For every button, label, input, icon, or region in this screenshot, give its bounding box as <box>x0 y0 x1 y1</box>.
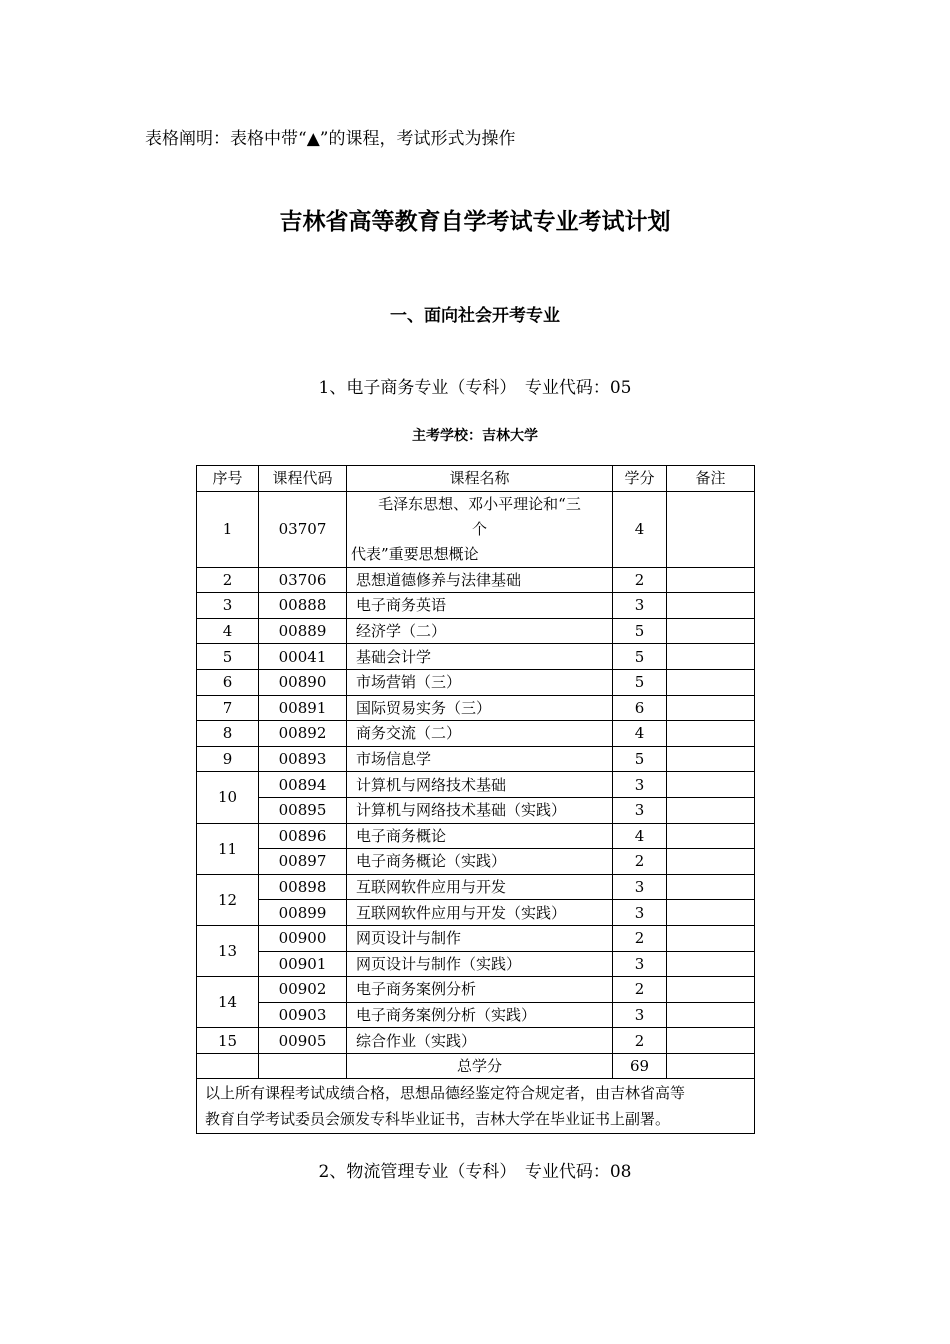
remark-cell <box>667 951 755 977</box>
table-row <box>197 772 755 798</box>
name-cell: 国际贸易实务（三） <box>347 695 613 721</box>
name-cell: 市场信息学 <box>347 746 613 772</box>
remark-cell <box>667 618 755 644</box>
code-cell: 00889 <box>259 618 347 644</box>
table-row <box>197 849 755 875</box>
seq-cell: 15 <box>197 1028 259 1054</box>
graduation-note-line: 以上所有课程考试成绩合格，思想品德经鉴定符合规定者，由吉林省高等 <box>205 1084 686 1103</box>
major-heading-logistics: 2、物流管理专业（专科） 专业代码：08 <box>318 1162 632 1182</box>
name-cell: 网页设计与制作 <box>347 925 613 951</box>
remark-cell <box>667 567 755 593</box>
credit-cell: 4 <box>613 823 667 849</box>
seq-cell: 5 <box>197 644 259 670</box>
code-cell <box>259 1053 347 1079</box>
table-header-row <box>197 466 755 492</box>
seq-cell: 13 <box>197 925 259 976</box>
credit-cell: 3 <box>613 900 667 926</box>
remark-cell <box>667 491 755 567</box>
credit-cell: 2 <box>613 925 667 951</box>
seq-cell: 14 <box>197 977 259 1028</box>
name-cell: 电子商务概论 <box>347 823 613 849</box>
code-cell: 00890 <box>259 669 347 695</box>
table-row <box>197 1028 755 1054</box>
credit-cell: 2 <box>613 567 667 593</box>
seq-cell: 8 <box>197 721 259 747</box>
graduation-note-line: 教育自学考试委员会颁发专科毕业证书，吉林大学在毕业证书上副署。 <box>205 1110 671 1129</box>
seq-cell: 7 <box>197 695 259 721</box>
seq-cell: 9 <box>197 746 259 772</box>
remark-cell <box>667 925 755 951</box>
graduation-note <box>197 1079 755 1134</box>
table-row <box>197 721 755 747</box>
code-cell: 00900 <box>259 925 347 951</box>
code-cell: 00896 <box>259 823 347 849</box>
name-cell: 电子商务英语 <box>347 593 613 619</box>
table-row <box>197 1002 755 1028</box>
table-row <box>197 823 755 849</box>
page-title: 吉林省高等教育自学考试专业考试计划 <box>279 209 671 235</box>
name-cell: 市场营销（三） <box>347 669 613 695</box>
table-row <box>197 669 755 695</box>
name-cell: 计算机与网络技术基础（实践） <box>347 797 613 823</box>
header-seq: 序号 <box>197 466 259 492</box>
table-row <box>197 746 755 772</box>
name-cell: 综合作业（实践） <box>347 1028 613 1054</box>
table-row <box>197 695 755 721</box>
header-code: 课程代码 <box>259 466 347 492</box>
table-row <box>197 874 755 900</box>
remark-cell <box>667 874 755 900</box>
name-cell: 电子商务案例分析（实践） <box>347 1002 613 1028</box>
credit-cell: 2 <box>613 849 667 875</box>
credit-cell: 3 <box>613 1002 667 1028</box>
name-cell: 计算机与网络技术基础 <box>347 772 613 798</box>
remark-cell <box>667 977 755 1003</box>
credit-cell: 3 <box>613 772 667 798</box>
seq-cell: 3 <box>197 593 259 619</box>
credit-cell: 3 <box>613 874 667 900</box>
credit-cell: 4 <box>613 491 667 567</box>
seq-cell: 1 <box>197 491 259 567</box>
credit-cell: 5 <box>613 669 667 695</box>
name-cell: 互联网软件应用与开发 <box>347 874 613 900</box>
seq-cell: 12 <box>197 874 259 925</box>
total-row <box>197 1053 755 1079</box>
remark-cell <box>667 695 755 721</box>
major-heading-ecommerce: 1、电子商务专业（专科） 专业代码：05 <box>318 378 632 398</box>
credit-cell: 2 <box>613 977 667 1003</box>
code-cell: 00891 <box>259 695 347 721</box>
credit-cell: 4 <box>613 721 667 747</box>
table-row <box>197 491 755 567</box>
name-line: 代表”重要思想概论 <box>351 544 479 563</box>
seq-cell: 2 <box>197 567 259 593</box>
table-note: 表格阐明：表格中带“▲”的课程，考试形式为操作 <box>145 129 516 149</box>
code-cell: 00888 <box>259 593 347 619</box>
header-name: 课程名称 <box>347 466 613 492</box>
name-cell: 基础会计学 <box>347 644 613 670</box>
table-row <box>197 925 755 951</box>
code-cell: 00897 <box>259 849 347 875</box>
name-cell: 商务交流（二） <box>347 721 613 747</box>
credit-cell: 6 <box>613 695 667 721</box>
table-row <box>197 567 755 593</box>
code-cell: 00902 <box>259 977 347 1003</box>
remark-cell <box>667 721 755 747</box>
credit-cell: 3 <box>613 951 667 977</box>
code-cell: 00892 <box>259 721 347 747</box>
exam-plan-table <box>196 465 755 1134</box>
code-cell: 00893 <box>259 746 347 772</box>
total-label: 总学分 <box>347 1053 613 1079</box>
remark-cell <box>667 644 755 670</box>
credit-cell: 2 <box>613 1028 667 1054</box>
remark-cell <box>667 746 755 772</box>
name-cell: 网页设计与制作（实践） <box>347 951 613 977</box>
name-line: 个 <box>471 519 487 538</box>
code-cell: 00894 <box>259 772 347 798</box>
remark-cell <box>667 849 755 875</box>
header-credit: 学分 <box>613 466 667 492</box>
seq-cell: 10 <box>197 772 259 823</box>
code-cell: 00905 <box>259 1028 347 1054</box>
remark-cell <box>667 1053 755 1079</box>
name-cell <box>347 491 613 567</box>
table-row <box>197 951 755 977</box>
table-row <box>197 644 755 670</box>
code-cell: 03707 <box>259 491 347 567</box>
code-cell: 00898 <box>259 874 347 900</box>
code-cell: 00895 <box>259 797 347 823</box>
table-row <box>197 618 755 644</box>
code-cell: 00903 <box>259 1002 347 1028</box>
code-cell: 03706 <box>259 567 347 593</box>
credit-cell: 5 <box>613 618 667 644</box>
name-cell: 经济学（二） <box>347 618 613 644</box>
seq-cell: 6 <box>197 669 259 695</box>
footer-row <box>197 1079 755 1134</box>
header-remark: 备注 <box>667 466 755 492</box>
credit-cell: 5 <box>613 644 667 670</box>
remark-cell <box>667 900 755 926</box>
table-row <box>197 977 755 1003</box>
name-cell: 思想道德修养与法律基础 <box>347 567 613 593</box>
remark-cell <box>667 669 755 695</box>
seq-cell <box>197 1053 259 1079</box>
remark-cell <box>667 1028 755 1054</box>
name-cell: 互联网软件应用与开发（实践） <box>347 900 613 926</box>
name-line: 毛泽东思想、邓小平理论和“三 <box>378 494 581 513</box>
table-row <box>197 900 755 926</box>
credit-cell: 3 <box>613 797 667 823</box>
remark-cell <box>667 823 755 849</box>
host-school: 主考学校：吉林大学 <box>412 428 538 444</box>
section-heading: 一、面向社会开考专业 <box>390 306 560 326</box>
name-cell: 电子商务案例分析 <box>347 977 613 1003</box>
credit-cell: 3 <box>613 593 667 619</box>
remark-cell <box>667 593 755 619</box>
seq-cell: 4 <box>197 618 259 644</box>
remark-cell <box>667 797 755 823</box>
seq-cell: 11 <box>197 823 259 874</box>
remark-cell <box>667 1002 755 1028</box>
remark-cell <box>667 772 755 798</box>
credit-cell: 5 <box>613 746 667 772</box>
table-row <box>197 593 755 619</box>
code-cell: 00041 <box>259 644 347 670</box>
code-cell: 00899 <box>259 900 347 926</box>
table-row <box>197 797 755 823</box>
name-cell: 电子商务概论（实践） <box>347 849 613 875</box>
code-cell: 00901 <box>259 951 347 977</box>
total-value: 69 <box>613 1053 667 1079</box>
